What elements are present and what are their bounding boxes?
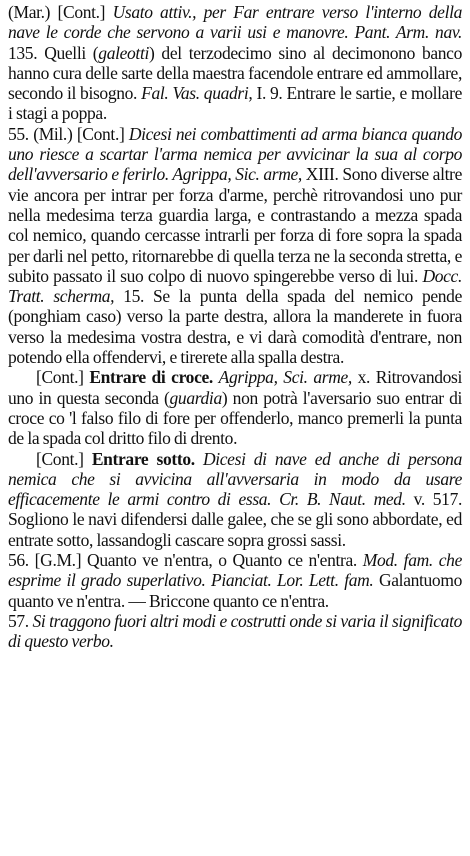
entry-text-run: Si traggono fuori altri modi e costrutti onde si varia il significato di questo verbo. (8, 610, 462, 652)
entry-text-run: guardia (169, 387, 222, 408)
entry-text-run: Usato attiv., per Far entrare verso l'interno della nave le corde che servono a varii usi e manovre. Pant. Arm. nav. (8, 2, 462, 43)
entry-text-run: Agrippa, Sci. arme, (218, 367, 352, 388)
entry-text-run: 135. Quelli ( (8, 42, 99, 63)
entry-text-run: Galantuomo quanto ve n'entra. — Briccone quanto ce n'entra. (8, 570, 462, 611)
entry-text-run: Dicesi nei combattimenti ad arma bianca quando uno riesce a scartar l'arma nemica per avvicinar la sua al corpo dell'avversario e ferirlo. Agrippa, Sic. arme, (8, 123, 462, 185)
entry-text-run: Fal. Vas. quadri, (141, 83, 253, 104)
entry-entrare-sotto (8, 449, 462, 550)
entry-text-run: Dicesi di nave ed anche di persona nemica che si avvicina all'avversaria in modo da usare efficacemente le armi contro di essa. Cr. B. Naut. med. (8, 448, 462, 510)
entry-entrare-di-croce (8, 367, 462, 448)
entry-text-run: 55. (Mil.) [Cont.] (8, 123, 129, 144)
entry-text-run: v. 517. Sogliono le navi difendersi dalle galee, che se gli sono abbordate, ed entrate sotto, lassandogli cascare sopra grossi sassi. (8, 489, 462, 550)
entry-text-run: ) non potrà l'aversario suo entrar di croce co 'l falso filo di fore per offenderlo, manco premerli la punta de la spada col dritto filo di drento. (8, 387, 462, 449)
entry-text-run: 15. Se la punta della spada del nemico pende (ponghiam caso) verso la parte destra, allora la manderete in fuora verso la medesima vostra destra, e vi darà comodità d'entrare, non potendo ella offendervi, e tirerete alla spalla destra. (8, 286, 462, 368)
entry-text-run: 56. [G.M.] Quanto ve n'entra, o Quanto ce n'entra. (8, 550, 363, 571)
entry-57-altri-modi (8, 611, 462, 652)
entry-text-run (195, 449, 203, 469)
entry-text-run: XIII. Sono diverse altre vie ancora per intrar per forza d'arme, perchè ritrovandosi uno pur nella medesima terza guardia larga, e contrastando a mezza spada col nemico, quando cercasse intrarli per forza di fore sopra la spada per darli nel petto, ritornarebbe di quella terza ne la seconda stretta, e subito passato il suo colpo di nuovo spingerebbe verso di lui. (8, 164, 462, 286)
entry-text-run: [Cont.] (36, 367, 90, 388)
entry-text-run: I. 9. Entrare le sartie, e mollare i stagi a poppa. (8, 83, 462, 124)
entry-text-run: 57. (8, 610, 33, 631)
entry-text-run: [Cont.] (36, 448, 92, 469)
entry-text-run: (Mar.) [Cont.] (8, 2, 113, 22)
entry-text-run: Entrare di croce. (89, 367, 213, 388)
entry-text-run: galeotti (98, 42, 149, 63)
entry-56-quanto-ve-n-entra (8, 550, 462, 611)
entry-text-run: x. Ritrovandosi uno in questa seconda ( (8, 367, 463, 408)
entry-text-run: Docc. Tratt. scherma, (8, 265, 462, 307)
entry-text-run: ) del terzodecimo sino al decimonono banco hanno cura delle sarte della maestra facendole entrare ed ammollare, secondo il bisogno. (8, 42, 462, 104)
entry-mar-entrare-verso-interno (8, 2, 462, 124)
entry-text-run: Mod. fam. che esprime il grado superlativo. Pianciat. Lor. Lett. fam. (8, 550, 462, 591)
entry-55-mil-combattimenti (8, 124, 462, 368)
entry-text-run: Entrare sotto. (91, 448, 195, 469)
